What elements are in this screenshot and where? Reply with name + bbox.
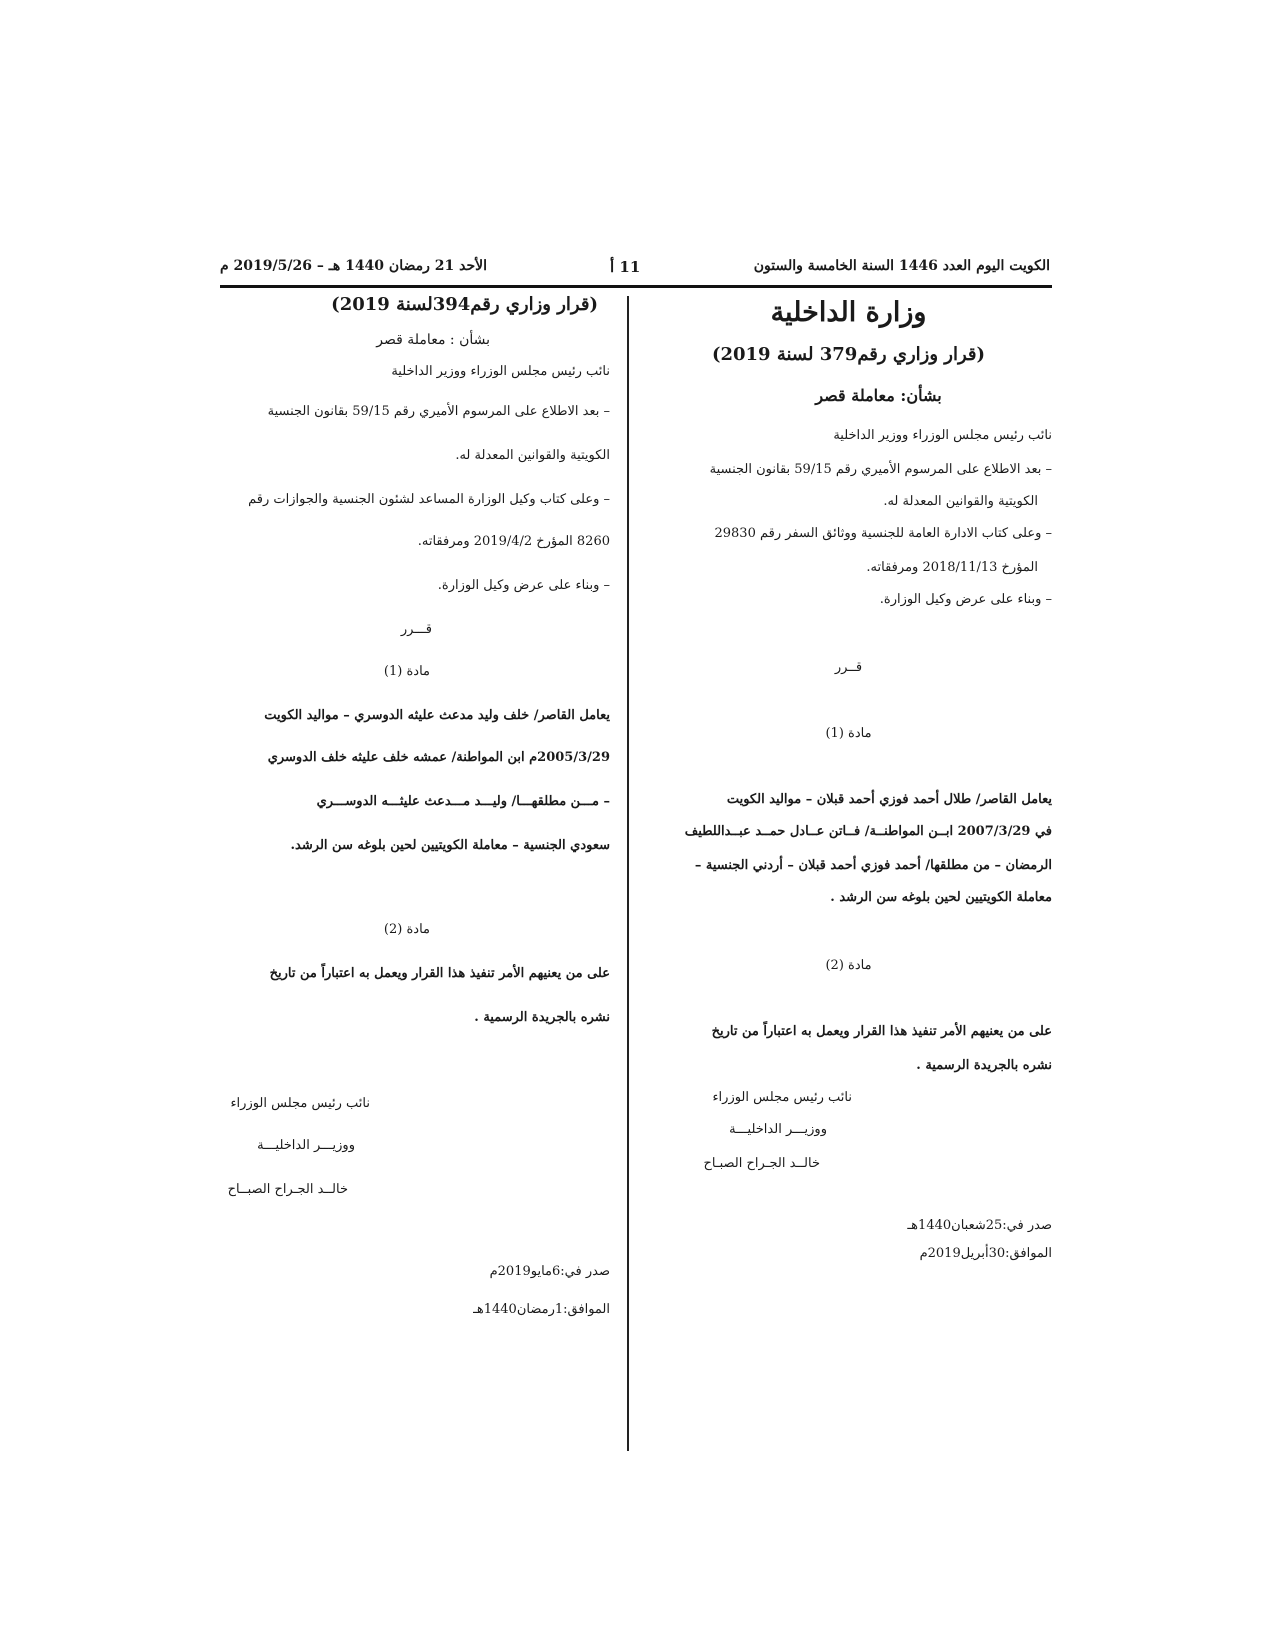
article-1-line-b: في 2007/3/29 ابــن المواطنــة/ فــاتن عــادل حمــد عبــداللطيف — [684, 824, 1052, 839]
signature-title-2: ووزيـــر الداخليـــة — [257, 1138, 355, 1153]
decided-heading: قـــرر — [400, 622, 432, 637]
article-1-line-d: معاملة الكويتيين لحين بلوغه سن الرشد . — [830, 890, 1052, 905]
decree-subject: بشأن: معاملة قصر — [815, 386, 942, 405]
corresponding-date: الموافق:30أبريل2019م — [919, 1246, 1052, 1261]
preamble-1b: الكويتية والقوانين المعدلة له. — [455, 448, 610, 463]
corresponding-date: الموافق:1رمضان1440هـ — [473, 1302, 610, 1317]
signature-name: خالــد الجـراح الصبــاح — [227, 1182, 348, 1197]
article-1-heading: مادة (1) — [383, 664, 430, 679]
article-1-line-a: يعامل القاصر/ خلف وليد مدعث عليثه الدوسري – مواليد الكويت — [264, 708, 610, 723]
article-2-line-a: على من يعنيهم الأمر تنفيذ هذا القرار ويعمل به اعتباراً من تاريخ — [269, 966, 610, 981]
preamble-2b: 8260 المؤرخ 2019/4/2 ومرفقاته. — [417, 534, 610, 549]
header-rule — [220, 285, 1052, 288]
preamble-3: – وبناء على عرض وكيل الوزارة. — [879, 592, 1052, 607]
ministry-title: وزارة الداخلية — [770, 297, 927, 328]
column-divider — [627, 296, 629, 1451]
article-2-line-b: نشره بالجريدة الرسمية . — [474, 1010, 610, 1025]
preamble-3: – وبناء على عرض وكيل الوزارة. — [437, 578, 610, 593]
issued-date: صدر في:6مايو2019م — [489, 1264, 610, 1279]
preamble-2a: – وعلى كتاب الادارة العامة للجنسية ووثائق السفر رقم 29830 — [714, 526, 1052, 541]
issuer-line: نائب رئيس مجلس الوزراء ووزير الداخلية — [391, 364, 610, 379]
header-date: الأحد 21 رمضان 1440 هـ – 2019/5/26 م — [220, 258, 487, 274]
decree-title: (قرار وزاري رقم394لسنة 2019) — [331, 294, 598, 315]
issued-date: صدر في:25شعبان1440هـ — [907, 1218, 1052, 1233]
preamble-1a: – بعد الاطلاع على المرسوم الأميري رقم 59/15 بقانون الجنسية — [267, 404, 610, 419]
article-1-line-c: الرمضان – من مطلقها/ أحمد فوزي أحمد قبلان – أردني الجنسية – — [694, 858, 1052, 873]
decided-heading: قــرر — [834, 660, 863, 675]
preamble-2a: – وعلى كتاب وكيل الوزارة المساعد لشئون الجنسية والجوازات رقم — [248, 492, 610, 507]
page-header — [220, 258, 1050, 282]
signature-title-2: ووزيـــر الداخليـــة — [729, 1122, 827, 1137]
article-1-line-c: – مـــن مطلقهـــا/ وليـــد مـــدعث عليثـــه الدوســـري — [316, 794, 610, 809]
signature-title-1: نائب رئيس مجلس الوزراء — [230, 1096, 370, 1111]
article-2-heading: مادة (2) — [383, 922, 430, 937]
preamble-1b: الكويتية والقوانين المعدلة له. — [883, 494, 1038, 509]
decree-subject: بشأن : معاملة قصر — [376, 332, 490, 348]
article-1-line-b: 2005/3/29م ابن المواطنة/ عمشه خلف عليثه خلف الدوسري — [267, 750, 610, 765]
article-2-line-a: على من يعنيهم الأمر تنفيذ هذا القرار ويعمل به اعتباراً من تاريخ — [711, 1024, 1052, 1039]
issuer-line: نائب رئيس مجلس الوزراء ووزير الداخلية — [833, 428, 1052, 443]
preamble-2b: المؤرخ 2018/11/13 ومرفقاته. — [866, 560, 1038, 575]
article-2-line-b: نشره بالجريدة الرسمية . — [916, 1058, 1052, 1073]
preamble-1a: – بعد الاطلاع على المرسوم الأميري رقم 59/15 بقانون الجنسية — [709, 462, 1052, 477]
signature-title-1: نائب رئيس مجلس الوزراء — [712, 1090, 852, 1105]
header-page-number: 11 أ — [610, 258, 641, 276]
signature-name: خالــد الجـراح الصبـاح — [703, 1156, 820, 1171]
article-1-heading: مادة (1) — [825, 726, 872, 741]
article-1-line-d: سعودي الجنسية – معاملة الكويتيين لحين بلوغه سن الرشد. — [290, 838, 610, 853]
decree-title: (قرار وزاري رقم379 لسنة 2019) — [711, 344, 986, 365]
article-1-line-a: يعامل القاصر/ طلال أحمد فوزي أحمد قبلان – مواليد الكويت — [726, 792, 1052, 807]
article-2-heading: مادة (2) — [825, 958, 872, 973]
header-issue-info: الكويت اليوم العدد 1446 السنة الخامسة والستون — [753, 258, 1050, 274]
